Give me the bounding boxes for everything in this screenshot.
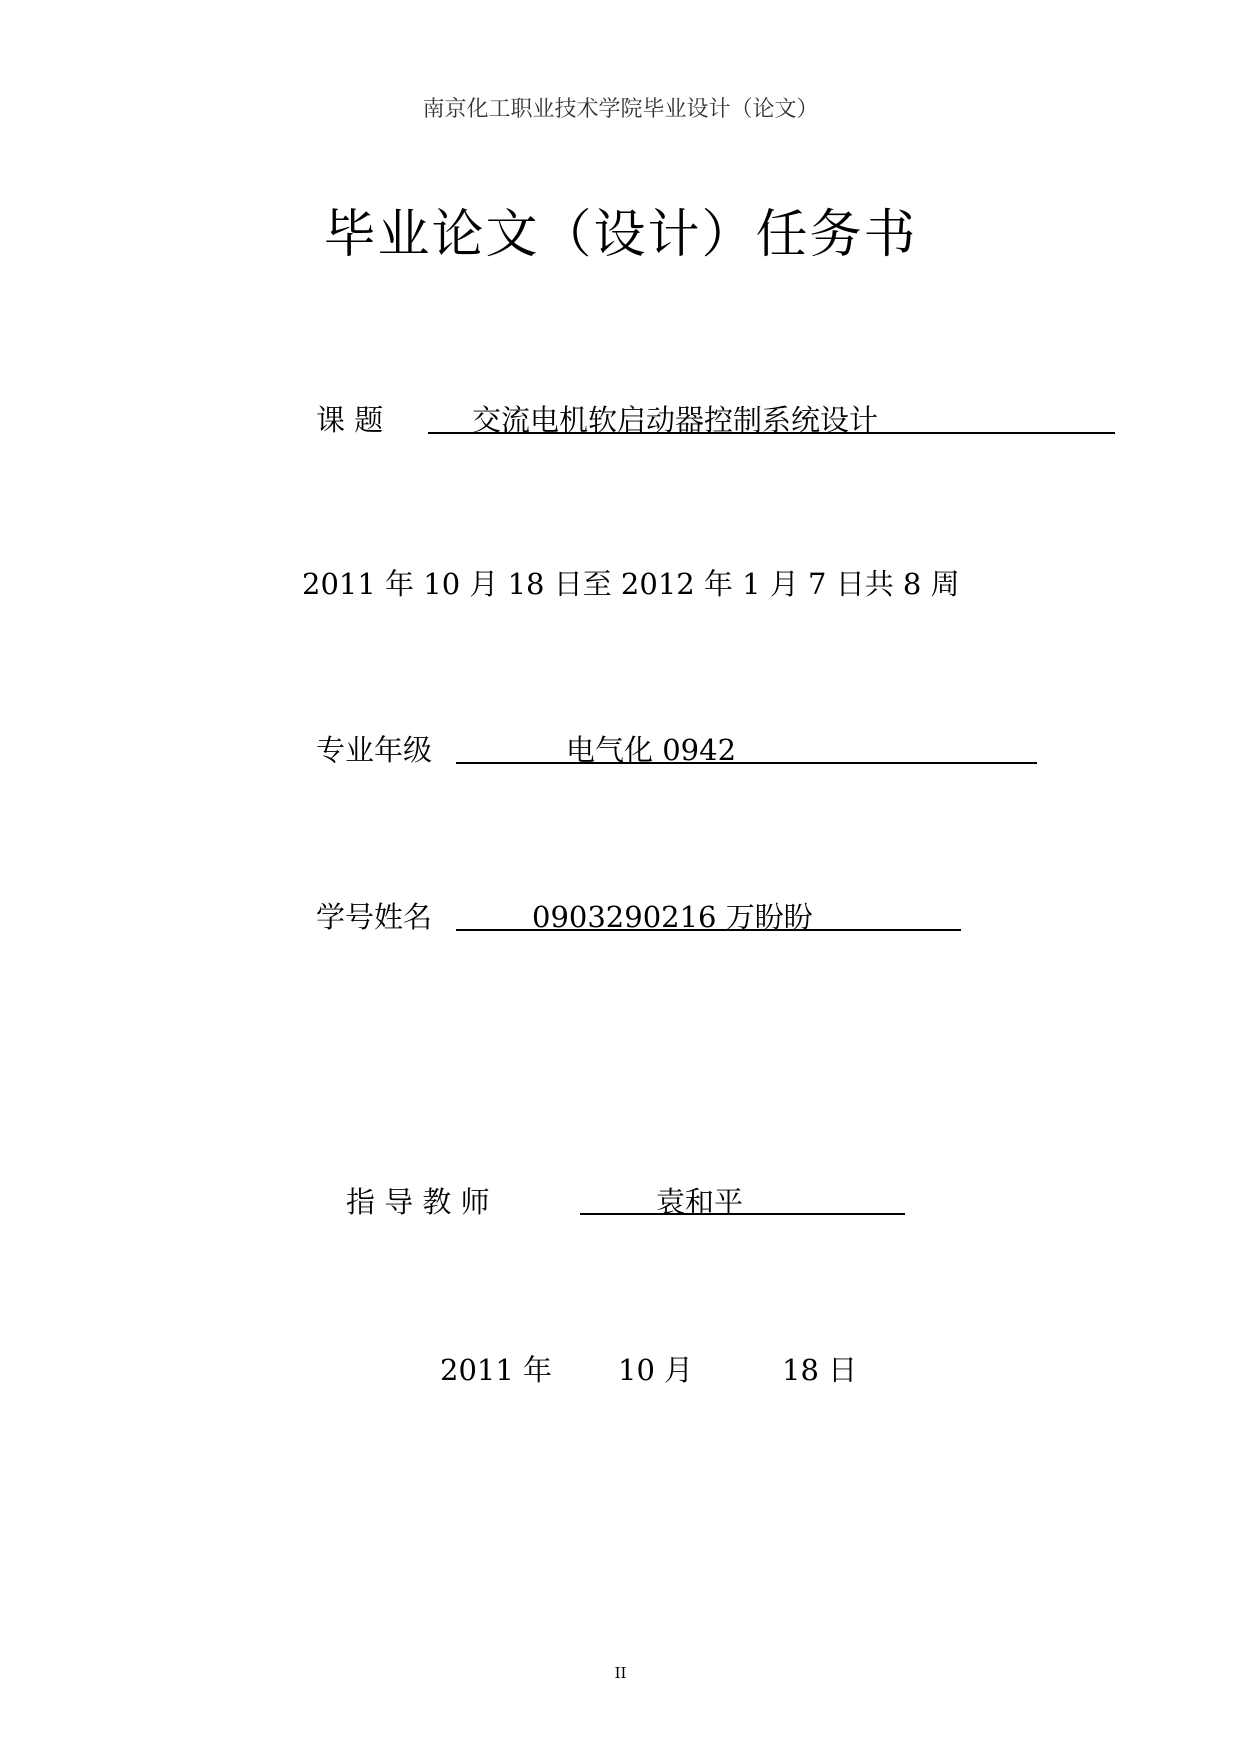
student-value: 0903290216 万盼盼 [532, 900, 813, 934]
topic-label: 课 题 [316, 403, 384, 437]
date-month: 10 月 [618, 1353, 694, 1387]
page-header: 南京化工职业技术学院毕业设计（论文） [422, 97, 819, 122]
page-title: 毕业论文（设计）任务书 [323, 205, 918, 265]
advisor-label: 指 导 教 师 [346, 1185, 490, 1219]
student-label: 学号姓名 [316, 900, 433, 934]
topic-value: 交流电机软启动器控制系统设计 [472, 403, 879, 437]
page-number: II [614, 1664, 627, 1682]
date-day: 18 日 [782, 1353, 858, 1387]
major-value: 电气化 0942 [566, 733, 737, 767]
date-year: 2011 年 [440, 1353, 553, 1387]
duration-text: 2011 年 10 月 18 日至 2012 年 1 月 7 日共 8 周 [302, 567, 960, 601]
major-label: 专业年级 [316, 733, 433, 767]
major-underline [456, 762, 1037, 764]
advisor-value: 袁和平 [656, 1185, 744, 1219]
